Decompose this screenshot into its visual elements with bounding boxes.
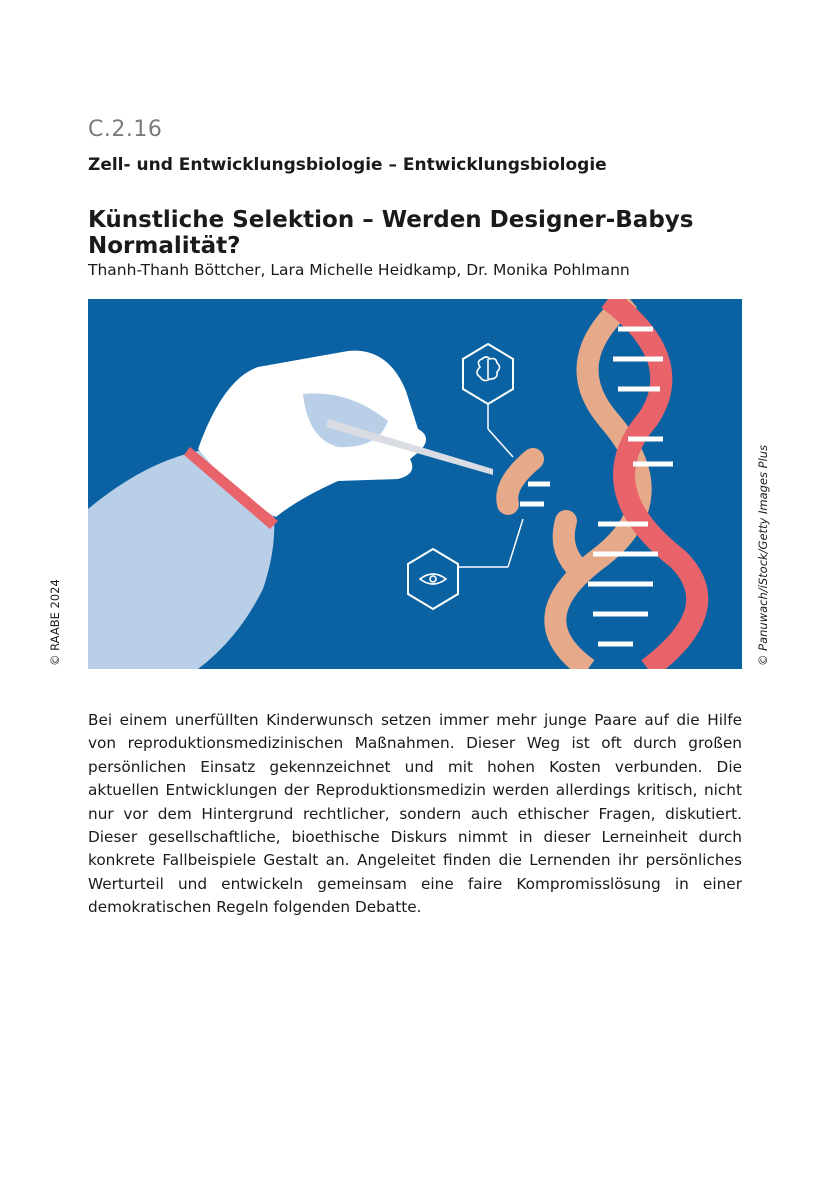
page-title: Künstliche Selektion – Werden Designer-Babys Normalität? bbox=[88, 207, 694, 259]
eye-icon bbox=[420, 574, 446, 584]
fragment-base-pairs bbox=[520, 484, 550, 504]
brain-icon-connector-2 bbox=[488, 429, 513, 457]
unit-code: C.2.16 bbox=[88, 117, 163, 142]
cover-illustration bbox=[88, 299, 742, 669]
eye-icon-frame bbox=[408, 549, 458, 609]
authors-line: Thanh-Thanh Böttcher, Lara Michelle Heidkamp, Dr. Monika Pohlmann bbox=[88, 261, 630, 279]
dna-gap-strand bbox=[564, 521, 578, 569]
brain-icon bbox=[477, 357, 500, 381]
eye-icon-connector-2 bbox=[508, 519, 523, 567]
image-credit: © Panuwach/iStock/Getty Images Plus bbox=[756, 444, 770, 666]
intro-paragraph: Bei einem unerfüllten Kinderwunsch setzen immer mehr junge Paare auf die Hilfe von reproduktionsmedizinischen Maßnahmen. Dieser Weg ist oft durch großen persönlichen Einsatz gekennzeichnet und mit hohen Kosten verbunden. Die aktuellen Entwicklungen der Reproduktionsmedizin werden allerdings kritisch, nicht nur vor dem Hintergrund rechtlicher, sondern auch ethischer Fragen, diskutiert. Dieser gesellschaftliche, bioethische Diskurs nimmt in dieser Lerneinheit durch konkrete Fallbeispiele Gestalt an. Angeleitet finden die Lernenden ihr persönliches Werturteil und entwickeln gemeinsam eine faire Kompromisslösung in einer demokratischen Regeln folgenden Debatte. bbox=[88, 711, 742, 917]
subject-line: Zell- und Entwicklungsbiologie – Entwicklungsbiologie bbox=[88, 155, 607, 175]
copyright-raabe: © RAABE 2024 bbox=[48, 579, 62, 666]
dna-editing-illustration bbox=[88, 299, 742, 669]
